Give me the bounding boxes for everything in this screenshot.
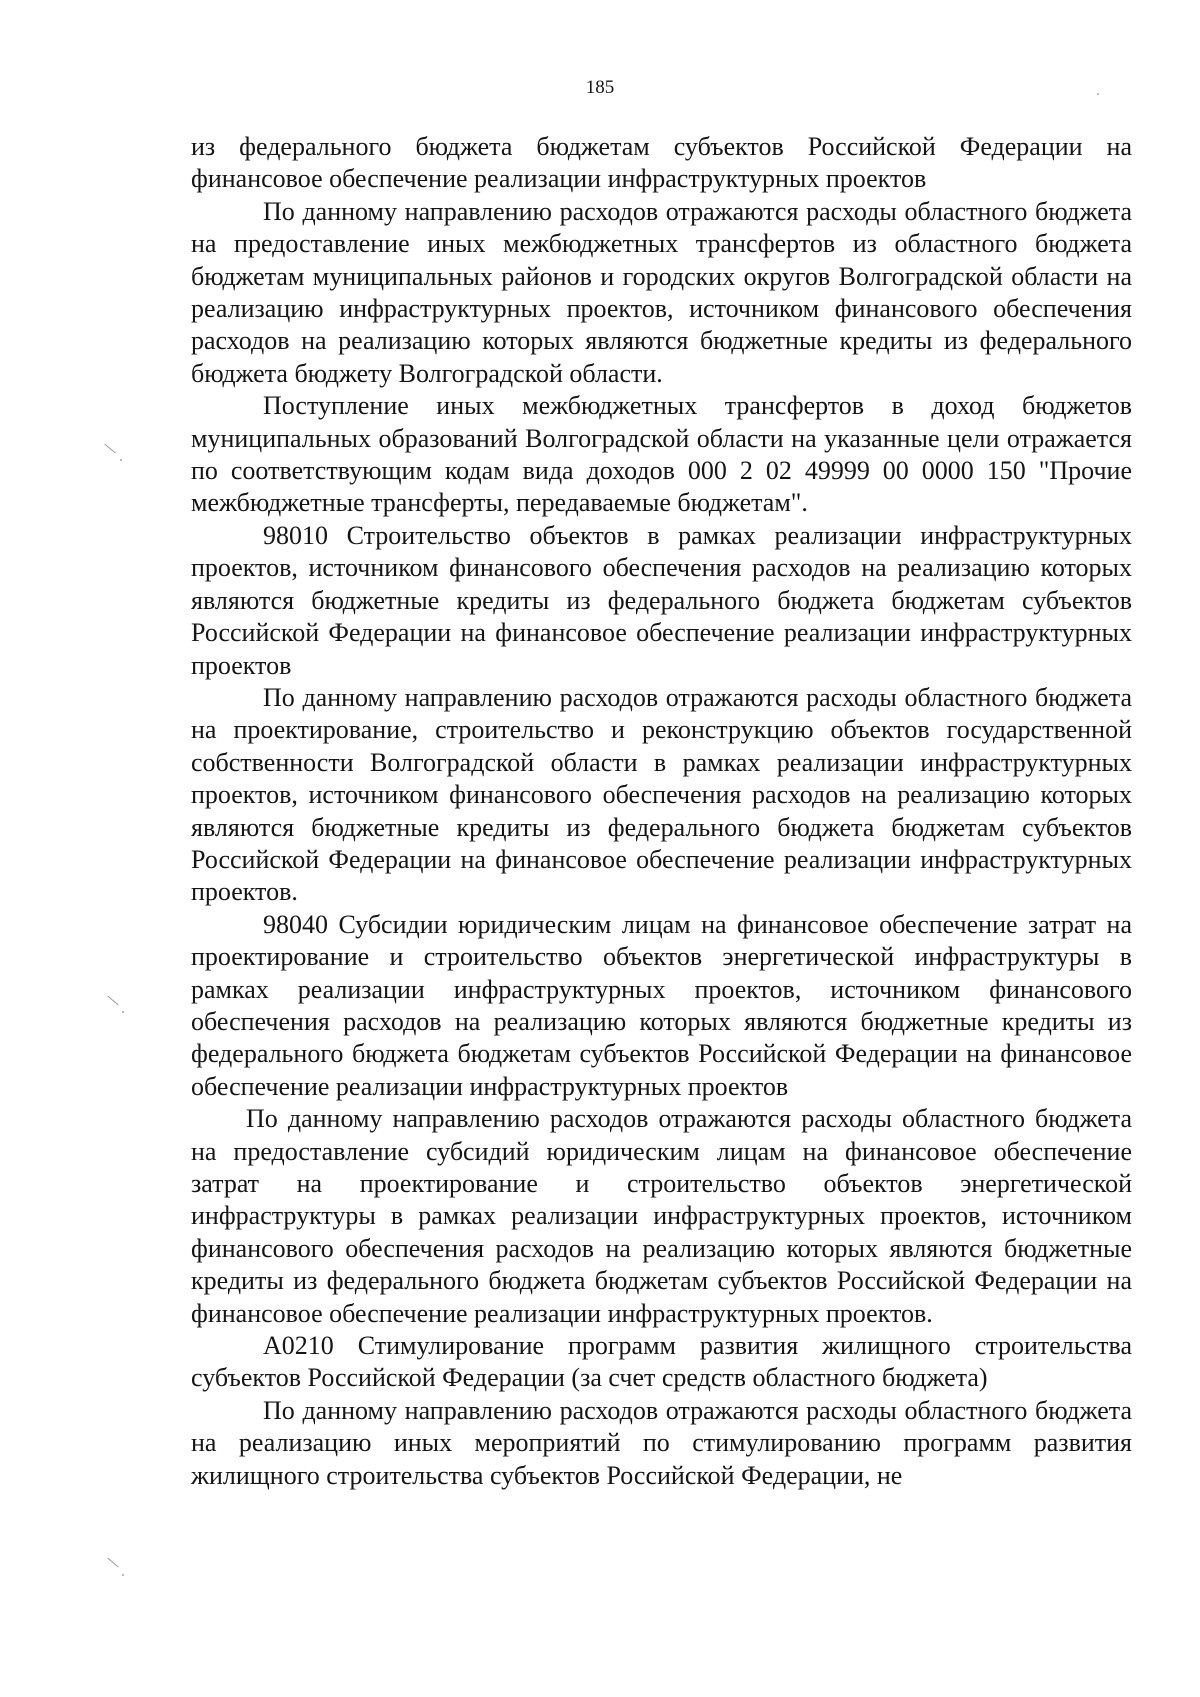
scan-artifact-dot <box>1097 93 1099 95</box>
scan-artifact-dot <box>120 459 122 461</box>
paragraph-code-98040-heading: 98040 Субсидии юридическим лицам на финансовое обеспечение затрат на проектирование и строительство объектов энергетической инфраструктуры в рамках реализации инфраструктурных проектов, источником финансового обеспечения расходов на реализацию которых являются бюджетные кредиты из федерального бюджета бюджетам субъектов Российской Федерации на финансовое обеспечение реализации инфраструктурных проектов <box>191 909 1132 1101</box>
paragraph-transfers-income-codes: Поступление иных межбюджетных трансфертов в доход бюджетов муниципальных образований Волгоградской области на указанные цели отражается по соответствующим кодам вида доходов 000 2 02 49999 00 0000 150 "Прочие межбюджетные трансферты, передаваемые бюджетам". <box>191 391 1132 518</box>
scan-artifact-dot <box>122 1011 124 1013</box>
scan-artifact-mark <box>107 1558 118 1568</box>
paragraph-code-98040-description: По данному направлению расходов отражаются расходы областного бюджета на предоставление субсидий юридическим лицам на финансовое обеспечение затрат на проектирование и строительство объектов энергетической инфраструктуры в рамках реализации инфраструктурных проектов, источником финансового обеспечения расходов на реализацию которых являются бюджетные кредиты из федерального бюджета бюджетам субъектов Российской Федерации на финансовое обеспечение реализации инфраструктурных проектов. <box>191 1104 1132 1328</box>
paragraph-code-a0210-heading: А0210 Стимулирование программ развития жилищного строительства субъектов Российской Федерации (за счет средств областного бюджета) <box>191 1331 1132 1393</box>
paragraph-continuation: из федерального бюджета бюджетам субъектов Российской Федерации на финансовое обеспечение реализации инфраструктурных проектов <box>191 132 1132 194</box>
document-body <box>191 131 1132 1492</box>
scan-artifact-dot <box>122 1574 124 1576</box>
page-number: 185 <box>585 77 615 98</box>
paragraph-code-98010-description: По данному направлению расходов отражаются расходы областного бюджета на проектирование, строительство и реконструкцию объектов государственной собственности Волгоградской области в рамках реализации инфраструктурных проектов, источником финансового обеспечения расходов на реализацию которых являются бюджетные кредиты из федерального бюджета бюджетам субъектов Российской Федерации на финансовое обеспечение реализации инфраструктурных проектов. <box>191 682 1132 907</box>
scan-artifact-mark <box>107 996 118 1006</box>
paragraph-code-a0210-description: По данному направлению расходов отражаются расходы областного бюджета на реализацию иных мероприятий по стимулированию программ развития жилищного строительства субъектов Российской Федерации, не <box>191 1395 1132 1490</box>
scan-artifact-mark <box>104 444 115 454</box>
paragraph-interbudget-transfers-description: По данному направлению расходов отражаются расходы областного бюджета на предоставление иных межбюджетных трансфертов из областного бюджета бюджетам муниципальных районов и городских округов Волгоградской области на реализацию инфраструктурных проектов, источником финансового обеспечения расходов на реализацию которых являются бюджетные кредиты из федерального бюджета бюджету Волгоградской области. <box>191 196 1132 388</box>
paragraph-code-98010-heading: 98010 Строительство объектов в рамках реализации инфраструктурных проектов, источником финансового обеспечения расходов на реализацию которых являются бюджетные кредиты из федерального бюджета бюджетам субъектов Российской Федерации на финансовое обеспечение реализации инфраструктурных проектов <box>191 520 1132 680</box>
